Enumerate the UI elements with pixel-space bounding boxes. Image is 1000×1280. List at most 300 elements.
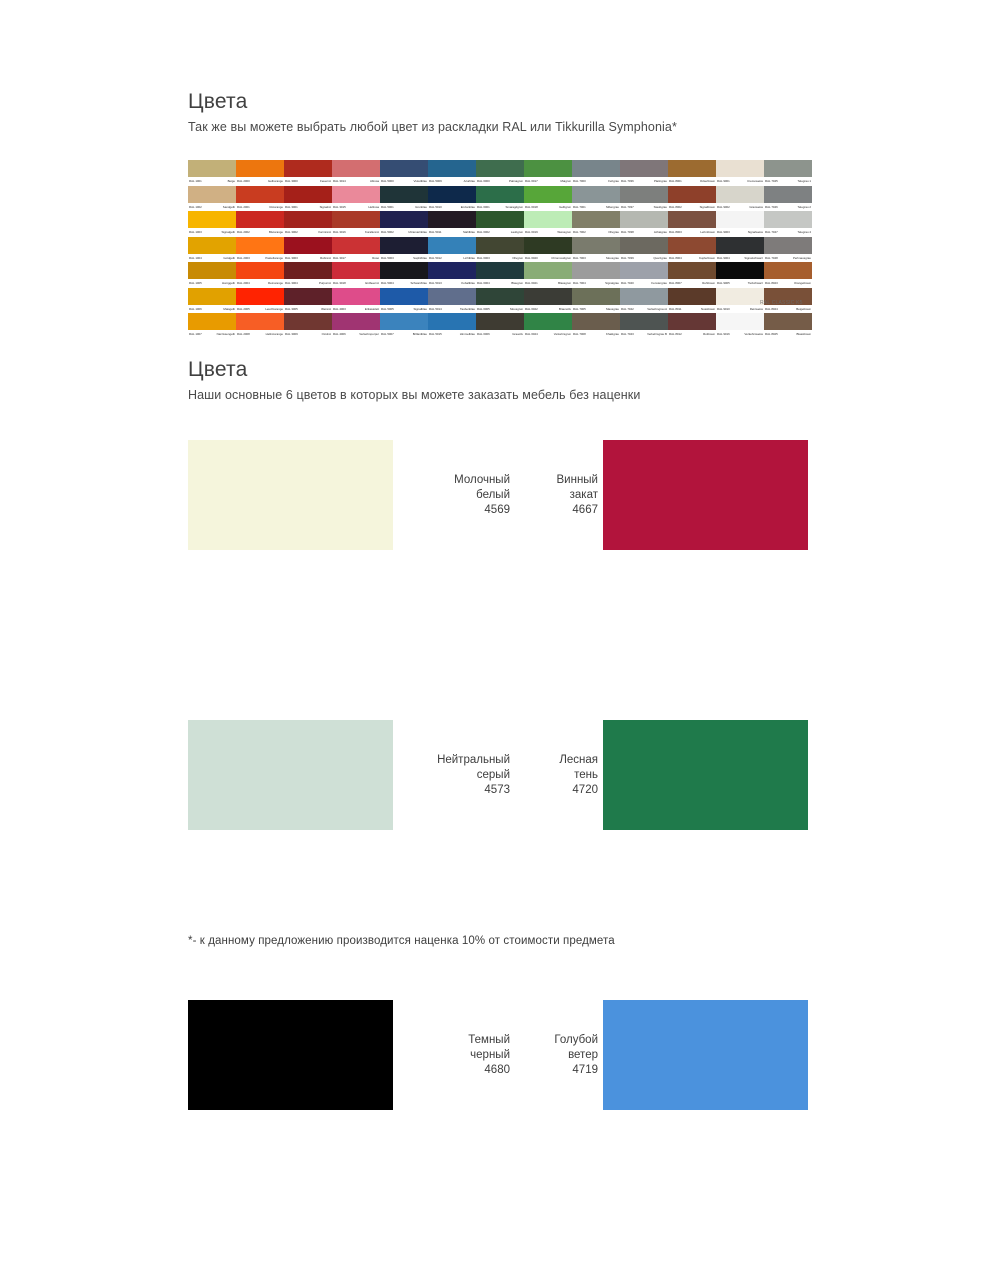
ral-color-name: Grunblau [415,204,427,209]
ral-swatch-cell[interactable] [332,160,380,186]
color-item[interactable] [554,1000,893,1110]
color-meta [488,473,598,518]
ral-swatch [572,211,620,228]
ral-swatch-cell[interactable] [428,288,476,314]
ral-swatch [716,160,764,177]
ral-color-name: Brillantblau [412,332,427,336]
ral-code: RAL 7046 [765,204,778,209]
ral-swatch-label [188,330,236,339]
ral-swatch [668,186,716,203]
ral-swatch-cell[interactable] [668,237,716,263]
ral-swatch-cell[interactable] [572,288,620,314]
ral-code: RAL 7037 [621,204,634,209]
ral-swatch-label [524,330,572,339]
ral-code: RAL 8012 [669,332,682,336]
ral-swatch-cell[interactable] [716,160,764,186]
ral-swatch-cell[interactable] [572,211,620,237]
ral-swatch [428,160,476,177]
color-row [188,440,812,610]
ral-color-name: Verkehrsweiss [744,332,763,336]
ral-swatch-cell[interactable] [236,313,284,339]
ral-swatch-cell[interactable] [284,186,332,212]
ral-swatch-label [524,254,572,263]
ral-swatch-label [668,279,716,288]
ral-swatch [476,237,524,254]
color-item[interactable] [188,720,510,830]
ral-swatch-cell[interactable] [716,288,764,314]
ral-swatch [620,237,668,254]
ral-swatch-label [236,279,284,288]
ral-swatch-label [476,305,524,314]
color-item[interactable] [188,1000,510,1110]
ral-code: RAL 3009 [285,332,298,336]
ral-swatch-cell[interactable] [188,288,236,314]
ral-color-name: Pastellorange [265,255,283,260]
ral-swatch-cell[interactable] [428,237,476,263]
ral-color-name: Lichtblau [463,255,475,260]
ral-code: RAL 6002 [477,230,490,234]
color-name-line1: Винный [556,474,598,486]
ral-swatch [380,313,428,330]
ral-swatch [332,160,380,177]
ral-code: RAL 3003 [285,255,298,260]
ral-swatch-label [668,177,716,186]
ral-code: RAL 6022 [525,306,538,311]
ral-swatch [572,313,620,330]
color-chip[interactable] [188,1000,393,1110]
ral-swatch-cell[interactable] [764,262,812,288]
ral-code: RAL 8003 [669,230,682,234]
ral-swatch-cell[interactable] [380,160,428,186]
ral-color-name: Silbergrau [605,204,619,209]
ral-swatch-cell[interactable] [572,160,620,186]
ral-swatch [620,186,668,203]
ral-color-name: Oxidrot [321,332,331,336]
ral-swatch [188,160,236,177]
ral-code: RAL 8007 [669,281,682,285]
ral-swatch-cell[interactable] [236,160,284,186]
ral-swatch-cell[interactable] [524,237,572,263]
ral-swatch-cell[interactable] [668,288,716,314]
ral-swatch-label [188,254,236,263]
ral-color-name: Fehgrau [608,179,619,183]
ral-swatch-cell[interactable] [620,262,668,288]
ral-swatch-cell[interactable] [668,262,716,288]
color-chip[interactable] [603,720,808,830]
ral-color-name: Altrosa [370,179,379,183]
ral-swatch-cell[interactable] [524,160,572,186]
color-row [188,1000,812,1170]
color-item[interactable] [559,720,893,830]
ral-swatch [716,186,764,203]
ral-swatch-cell[interactable] [620,160,668,186]
ral-swatch-label [236,228,284,237]
main-colors-grid [188,440,812,1280]
ral-swatch-cell[interactable] [380,313,428,339]
color-meta [488,1033,598,1078]
ral-swatch-cell[interactable] [716,313,764,339]
ral-swatch-label [284,177,332,186]
color-item[interactable] [188,440,510,550]
color-code: 4720 [572,784,598,796]
color-chip[interactable] [188,440,393,550]
ral-swatch [236,288,284,305]
ral-swatch-cell[interactable] [188,237,236,263]
ral-swatch-cell[interactable] [668,186,716,212]
ral-swatch [764,160,812,177]
color-name-line1: Лесная [559,754,598,766]
ral-code: RAL 7008 [573,332,586,336]
ral-swatch [380,186,428,203]
ral-swatch [668,160,716,177]
color-chip[interactable] [188,720,393,830]
ral-color-name: Erdbeerrot [365,281,379,285]
ral-swatch-cell[interactable] [524,288,572,314]
ral-swatch [716,288,764,305]
ral-swatch-cell[interactable] [380,186,428,212]
ral-color-name: Signalbraun [699,204,715,209]
ral-code: RAL 3001 [285,204,298,209]
main-section-header [188,358,640,403]
ral-swatch [476,288,524,305]
ral-swatch-label [668,228,716,237]
ral-code: RAL 5011 [429,230,442,234]
ral-swatch-label [428,330,476,339]
ral-swatch-cell[interactable] [476,186,524,212]
ral-code: RAL 1005 [189,281,202,285]
ral-color-name: Hellrotorange [265,332,283,336]
ral-color-name: Cremeweiss [747,179,763,183]
ral-swatch-cell[interactable] [332,186,380,212]
ral-swatch [236,211,284,228]
color-name-line1: Голубой [554,1034,598,1046]
ral-color-name: Beige [227,179,235,183]
ral-color-name: Verkehrsgrau B [647,332,667,336]
ral-color-name: Signalrot [319,204,331,209]
ral-section-header [188,90,677,135]
ral-swatch-cell[interactable] [380,288,428,314]
ral-code: RAL 4006 [333,332,346,336]
ral-swatch-cell[interactable] [380,211,428,237]
ral-code: RAL 3014 [333,179,346,183]
ral-swatch-cell[interactable] [716,211,764,237]
ral-swatch-cell[interactable] [716,262,764,288]
ral-code: RAL 6006 [477,332,490,336]
ral-swatch-cell[interactable] [236,288,284,314]
ral-swatch-label [668,330,716,339]
ral-swatch [572,237,620,254]
ral-swatch-label [332,254,380,263]
main-section-title: Цвета [188,358,248,381]
ral-code: RAL 7002 [573,230,586,234]
ral-swatch-cell[interactable] [284,211,332,237]
color-name-line1: Нейтральный [437,754,510,766]
ral-color-name: Gelbgrun [559,204,571,209]
ral-swatch-label [476,177,524,186]
ral-color-name: Lehmbraun [700,230,715,234]
ral-swatch-cell[interactable] [188,262,236,288]
ral-color-name: Erikaviolett [364,306,379,311]
ral-code: RAL 1001 [189,179,202,183]
ral-swatch-cell[interactable] [572,262,620,288]
ral-code: RAL 3018 [333,281,346,285]
ral-swatch-cell[interactable] [236,211,284,237]
ral-swatch [332,186,380,203]
ral-code: RAL 2002 [237,230,250,234]
ral-swatch-label [428,279,476,288]
color-item[interactable] [556,440,893,550]
ral-swatch-label [188,305,236,314]
ral-code: RAL 5003 [381,255,394,260]
ral-swatch-cell[interactable] [332,262,380,288]
ral-swatch-cell[interactable] [476,160,524,186]
ral-swatch [524,211,572,228]
ral-swatch [380,160,428,177]
ral-swatch-label [284,228,332,237]
ral-swatch-cell[interactable] [476,262,524,288]
ral-swatch-label [764,228,812,237]
ral-swatch-cell[interactable] [428,186,476,212]
ral-swatch [572,186,620,203]
color-name-line1: Темный [468,1034,510,1046]
ral-swatch-cell[interactable] [524,262,572,288]
ral-swatch-label [716,177,764,186]
ral-swatch-cell[interactable] [572,313,620,339]
ral-swatch [188,211,236,228]
color-chip[interactable] [603,440,808,550]
ral-swatch-cell[interactable] [428,313,476,339]
ral-code: RAL 7003 [573,255,586,260]
ral-swatch-cell[interactable] [764,186,812,212]
ral-swatch-cell[interactable] [380,262,428,288]
ral-swatch-label [524,177,572,186]
ral-color-name: Moosgrau [606,255,619,260]
ral-swatch-cell[interactable] [476,211,524,237]
ral-swatch-label [380,305,428,314]
ral-swatch [572,288,620,305]
ral-color-name: Grauweiss [749,204,763,209]
ral-code: RAL 2004 [237,281,250,285]
ral-code: RAL 1003 [189,230,202,234]
ral-palette-grid[interactable] [188,160,812,336]
ral-swatch-cell[interactable] [764,160,812,186]
ral-swatch [668,313,716,330]
ral-color-name: Blaugrun [511,281,523,285]
ral-swatch-cell[interactable] [476,313,524,339]
ral-color-name: Perlmausgrau [793,255,811,260]
ral-swatch-cell[interactable] [236,186,284,212]
ral-swatch [524,160,572,177]
ral-swatch [380,237,428,254]
ral-code: RAL 2001 [237,204,250,209]
ral-swatch [284,288,332,305]
ral-swatch-label [620,228,668,237]
ral-swatch-cell[interactable] [236,262,284,288]
ral-swatch-label [716,330,764,339]
ral-swatch-label [236,254,284,263]
ral-swatch-cell[interactable] [620,237,668,263]
ral-swatch-cell[interactable] [764,237,812,263]
color-chip[interactable] [603,1000,808,1110]
color-code: 4667 [572,504,598,516]
ral-code: RAL 7004 [573,281,586,285]
ral-swatch [716,237,764,254]
ral-swatch-label [332,305,380,314]
color-code: 4569 [484,504,510,516]
ral-code: RAL 2005 [237,306,250,311]
ral-swatch-cell[interactable] [428,262,476,288]
ral-code: RAL 5002 [381,230,394,234]
ral-swatch-cell[interactable] [332,237,380,263]
ral-swatch-cell[interactable] [428,211,476,237]
ral-code: RAL 7047 [765,230,778,234]
ral-code: RAL 7043 [621,332,634,336]
ral-swatch [236,262,284,279]
ral-color-name: Schwarzblau [410,281,427,285]
ral-swatch-cell[interactable] [284,262,332,288]
ral-code: RAL 3017 [333,255,346,260]
ral-color-name: Rosé [372,255,379,260]
ral-code: RAL 1007 [189,332,202,336]
ral-swatch-cell[interactable] [668,313,716,339]
ral-swatch-cell[interactable] [572,237,620,263]
ral-color-name: Achatgrau [653,230,667,234]
ral-color-name: Rehbraun [702,281,715,285]
ral-code: RAL 1002 [189,204,202,209]
ral-swatch-cell[interactable] [284,288,332,314]
ral-code: RAL 5012 [429,255,442,260]
ral-code: RAL 7038 [621,230,634,234]
ral-swatch-cell[interactable] [188,186,236,212]
ral-code: RAL 5014 [429,306,442,311]
ral-color-name: Fenstergrau [651,281,667,285]
ral-swatch-cell[interactable] [524,313,572,339]
ral-swatch-cell[interactable] [716,237,764,263]
ral-code: RAL 9016 [717,332,730,336]
ral-swatch [716,211,764,228]
ral-code: RAL 6003 [477,255,490,260]
ral-swatch [428,288,476,305]
ral-swatch-label [236,203,284,212]
ral-color-name: Ultramarinblau [408,230,427,234]
ral-swatch-label [572,330,620,339]
ral-swatch-cell[interactable] [668,160,716,186]
ral-swatch [524,262,572,279]
ral-swatch-label [428,203,476,212]
ral-code: RAL 2003 [237,255,250,260]
color-name-line2: закат [569,489,598,501]
ral-swatch-cell[interactable] [524,211,572,237]
ral-swatch-cell[interactable] [764,211,812,237]
ral-section-subtitle: Так же вы можете выбрать любой цвет из раскладки RAL или Tikkurilla Symphonia* [188,120,677,134]
ral-swatch-cell[interactable] [332,313,380,339]
ral-swatch [284,160,332,177]
ral-swatch-cell[interactable] [236,237,284,263]
ral-swatch-cell[interactable] [620,313,668,339]
color-code: 4719 [572,1064,598,1076]
ral-color-name: Signalschwarz [744,255,763,260]
ral-code: RAL 7048 [765,255,778,260]
ral-swatch-cell[interactable] [428,160,476,186]
ral-swatch [572,160,620,177]
ral-swatch-cell[interactable] [668,211,716,237]
ral-code: RAL 6005 [477,306,490,311]
ral-code: RAL 2000 [237,179,250,183]
ral-swatch-cell[interactable] [572,186,620,212]
ral-swatch-cell[interactable] [620,186,668,212]
ral-swatch-cell[interactable] [716,186,764,212]
ral-swatch-label [572,279,620,288]
ral-swatch [332,262,380,279]
ral-swatch-cell[interactable] [188,313,236,339]
ral-swatch-cell[interactable] [188,211,236,237]
ral-code: RAL 5007 [381,332,394,336]
ral-code: RAL 9003 [717,230,730,234]
ral-color-name: Rubinrot [320,255,331,260]
color-code: 4573 [484,784,510,796]
ral-color-name: Signalgelb [221,230,235,234]
ral-swatch-cell[interactable] [380,237,428,263]
ral-swatch [524,237,572,254]
ral-color-name: Leuchtorange [265,306,283,311]
color-name-line2: ветер [568,1049,598,1061]
ral-swatch-cell[interactable] [284,160,332,186]
ral-swatch-label [668,305,716,314]
ral-swatch-label [620,254,668,263]
ral-swatch [524,288,572,305]
ral-swatch-cell[interactable] [476,288,524,314]
ral-swatch-cell[interactable] [332,288,380,314]
ral-swatch-cell[interactable] [284,313,332,339]
ral-code: RAL 7045 [765,179,778,183]
ral-color-name: Himmelblau [459,332,475,336]
ral-code: RAL 9005 [717,281,730,285]
ral-swatch-label [572,177,620,186]
ral-swatch [284,262,332,279]
ral-swatch-cell[interactable] [476,237,524,263]
ral-swatch [188,262,236,279]
ral-code: RAL 6020 [525,255,538,260]
ral-swatch [620,211,668,228]
ral-swatch-label [620,279,668,288]
ral-swatch-cell[interactable] [620,211,668,237]
ral-swatch-label [284,254,332,263]
ral-swatch [188,313,236,330]
ral-code: RAL 9010 [717,306,730,311]
ral-code: RAL 7039 [621,255,634,260]
ral-swatch-cell[interactable] [524,186,572,212]
ral-swatch-label [668,203,716,212]
ral-code: RAL 6018 [525,204,538,209]
ral-swatch-cell[interactable] [620,288,668,314]
ral-swatch-label [620,330,668,339]
ral-swatch-label [428,254,476,263]
ral-code: RAL 8002 [669,204,682,209]
ral-swatch [476,211,524,228]
color-meta [488,753,598,798]
ral-color-name: Reinweiss [749,306,763,311]
ral-swatch-cell[interactable] [284,237,332,263]
ral-section-title: Цвета [188,90,248,113]
ral-swatch-label [188,177,236,186]
ral-code: RAL 8001 [669,179,682,183]
ral-swatch-label [764,177,812,186]
ral-swatch-cell[interactable] [332,211,380,237]
ral-swatch-cell[interactable] [188,160,236,186]
ral-code: RAL 3004 [285,281,298,285]
ral-color-name: Maisgelb [223,306,235,311]
ral-code: RAL 3005 [285,306,298,311]
